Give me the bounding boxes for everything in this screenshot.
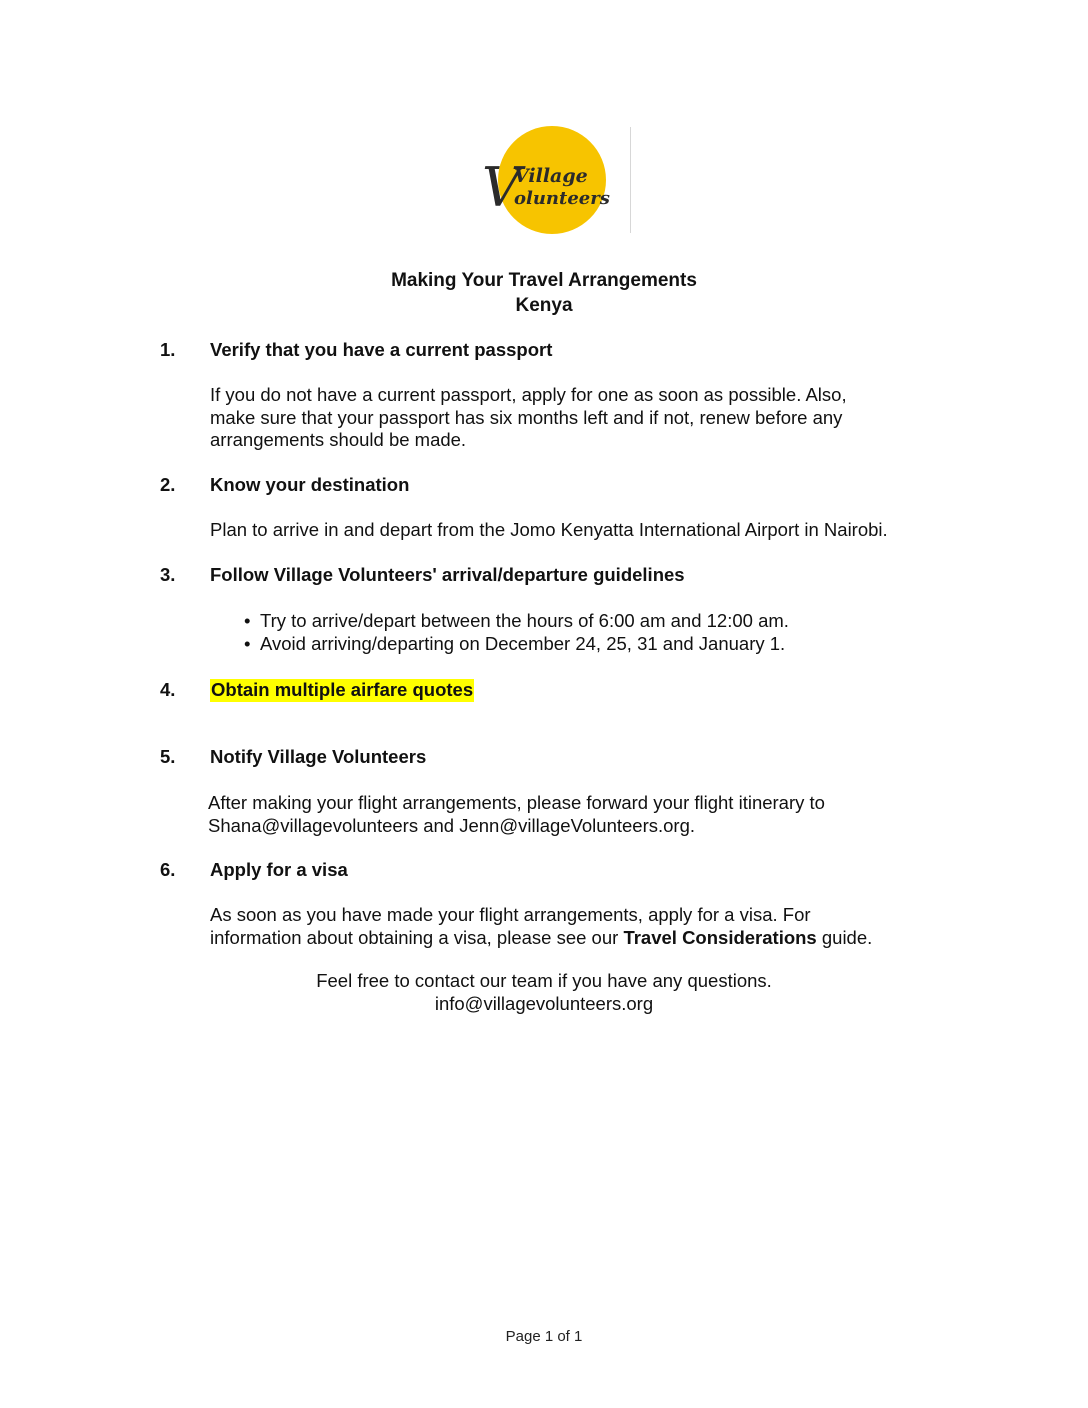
section-heading: Know your destination <box>210 474 410 495</box>
title-line-2: Kenya <box>515 295 573 316</box>
bullet-icon: • <box>244 610 251 631</box>
list-item-text: Try to arrive/depart between the hours of 6:00 am and 12:00 am. <box>260 610 789 631</box>
body-text: information about obtaining a visa, please see our <box>210 926 624 948</box>
body-line: Shana@villagevolunteers and Jenn@villageVolunteers.org. <box>208 814 696 836</box>
section-body <box>210 519 950 542</box>
section-body <box>208 792 948 837</box>
logo-text-volunteers: olunteers <box>514 188 610 209</box>
section-number: 5. <box>160 746 176 767</box>
section-heading: Apply for a visa <box>210 859 348 880</box>
body-text: guide. <box>816 926 873 948</box>
closing-note <box>0 970 1088 1015</box>
document-title <box>0 268 1088 318</box>
section-heading: Verify that you have a current passport <box>210 339 553 360</box>
body-line: arrangements should be made. <box>210 429 467 450</box>
section-number: 1. <box>160 339 176 360</box>
guideline-list <box>244 610 789 655</box>
body-line: As soon as you have made your flight arrangements, apply for a visa. For <box>210 904 811 925</box>
section-heading: Notify Village Volunteers <box>210 746 427 767</box>
highlighted-section-heading: Obtain multiple airfare quotes <box>211 679 474 700</box>
logo-text-village: Village <box>514 165 588 187</box>
village-volunteers-logo <box>468 124 638 236</box>
list-item-text: Avoid arriving/departing on December 24, 25, 31 and January 1. <box>260 632 786 654</box>
contact-email: info@villagevolunteers.org <box>434 992 654 1014</box>
section-heading: Follow Village Volunteers' arrival/departure guidelines <box>210 564 685 585</box>
section-number: 3. <box>160 564 176 585</box>
body-line <box>210 927 950 950</box>
list-item <box>244 633 789 656</box>
closing-line: Feel free to contact our team if you have any questions. <box>316 970 772 991</box>
section-number: 4. <box>160 679 176 700</box>
section-number: 2. <box>160 474 176 495</box>
body-line: Plan to arrive in and depart from the Jomo Kenyatta International Airport in Nairobi. <box>210 519 888 540</box>
bullet-icon: • <box>244 632 251 654</box>
section-body <box>210 904 950 949</box>
logo-divider <box>630 127 631 233</box>
list-item <box>244 610 789 633</box>
page-number: Page 1 of 1 <box>505 1328 583 1345</box>
body-line: make sure that your passport has six months left and if not, renew before any <box>210 406 843 428</box>
logo-initial: V <box>482 156 521 219</box>
body-line: After making your flight arrangements, please forward your flight itinerary to <box>208 792 825 813</box>
guide-reference: Travel Considerations <box>623 926 817 948</box>
section-body <box>210 384 950 452</box>
section-number: 6. <box>160 859 176 880</box>
body-line: If you do not have a current passport, apply for one as soon as possible. Also, <box>210 384 847 405</box>
title-line-1: Making Your Travel Arrangements <box>391 270 697 291</box>
